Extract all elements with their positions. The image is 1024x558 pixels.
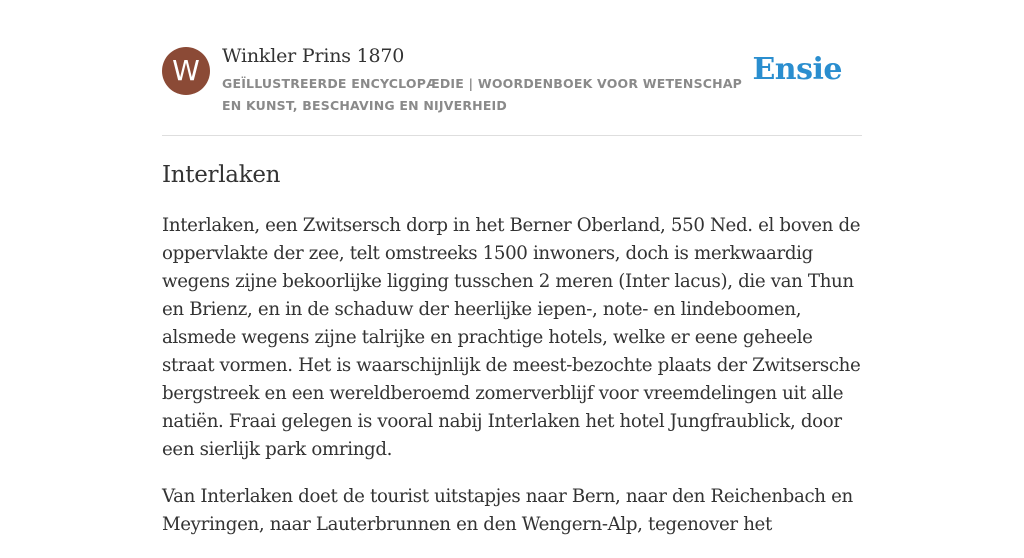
header [162, 0, 862, 136]
page [162, 0, 862, 535]
paragraph: Interlaken, een Zwitsersch dorp in het Berner Oberland, 550 Ned. el boven de oppervlakte der zee, telt omstreeks 1500 inwoners, doch is merkwaardig wegens zijne bekoorlijke ligging tusschen 2 meren (Inter lacus), die van Thun en Brienz, en in de schaduw der heerlijke iepen-, note- en lindeboomen, alsmede wegens zijne talrijke en prachtige hotels, welke er eene geheele straat vormen. Het is waarschijnlijk de meest-bezochte plaats der Zwitsersche bergstreek en een wereldberoemd zomerverblijf voor vreemdelingen uit alle natiën. Fraai gelegen is vooral nabij Interlaken het hotel Jungfraublick, door een sierlijk park omringd. [162, 215, 861, 460]
article-body [162, 212, 864, 558]
source-subtitle: GEÏLLUSTREERDE ENCYCLOPÆDIE | WOORDENBOEK VOOR WETENSCHAP EN KUNST, BESCHAVING EN NIJVERHEID [222, 76, 743, 113]
source-title[interactable]: Winkler Prins 1870 [222, 45, 405, 67]
paragraph: Van Interlaken doet de tourist uitstapjes naar Bern, naar den Reichenbach en Meyringen, naar Lauterbrunnen en den Wengern-Alp, tegenover het [162, 486, 853, 535]
ensie-logo[interactable]: Ensie [752, 52, 842, 87]
article-title: Interlaken [162, 162, 281, 188]
avatar[interactable]: W [162, 47, 210, 95]
